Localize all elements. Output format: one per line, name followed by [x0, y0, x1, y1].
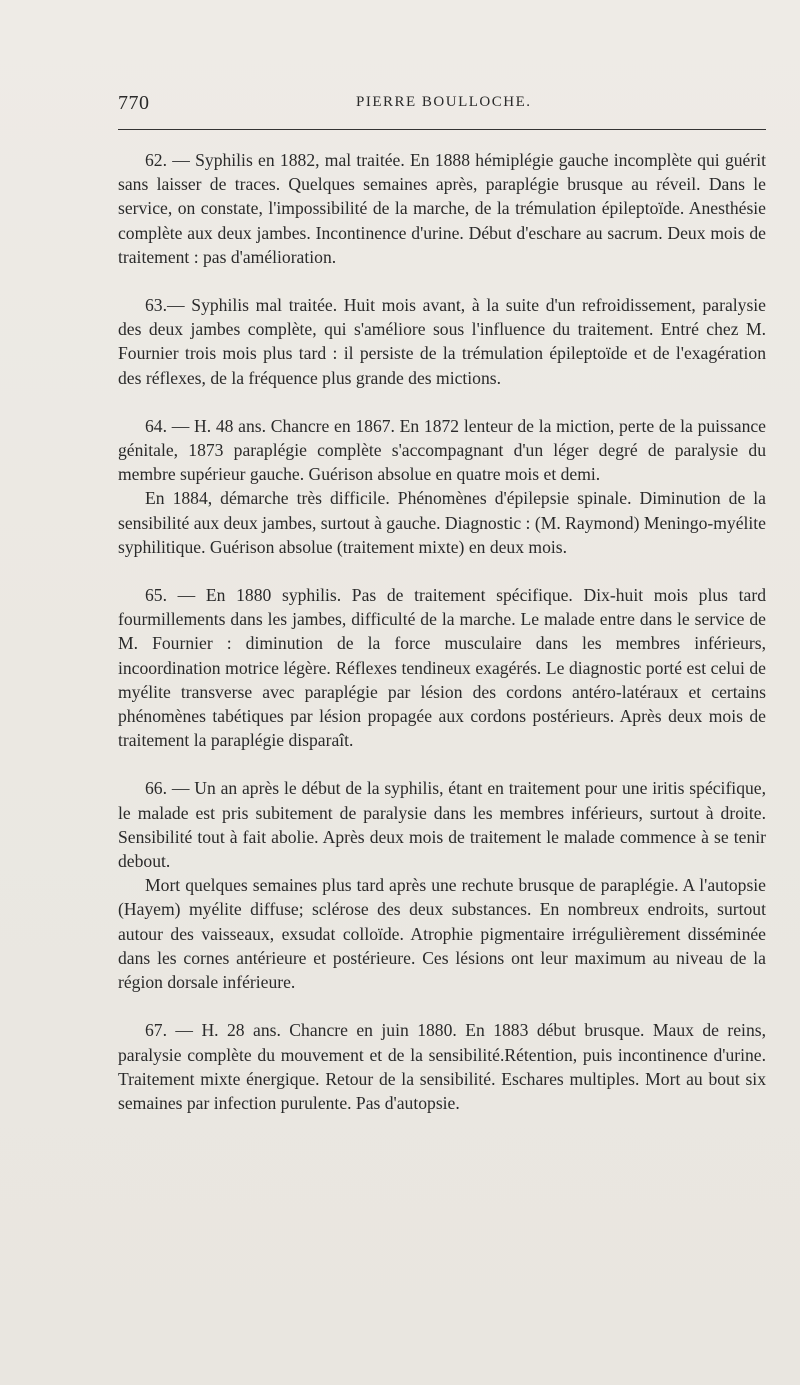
running-head: PIERRE BOULLOCHE.	[356, 94, 532, 110]
case-63-paragraph: 63.— Syphilis mal traitée. Huit mois avant, à la suite d'un refroidissement, paralysie des deux jambes complète, qui s'améliore sous l'influence du traitement. Entré chez M. Fournier trois mois plus tard : il persiste de la trémulation épileptoïde et de l'exagération des réflexes, de la fréquence plus grande des mictions.	[118, 295, 766, 388]
case-66-continuation: Mort quelques semaines plus tard après une rechute brusque de paraplégie. A l'autopsie (Hayem) myélite diffuse; sclérose des deux substances. En nombreux endroits, surtout autour des vaisseaux, exsudat colloïde. Atrophie pigmentaire irrégulièrement disséminée dans les cornes antérieure et postérieure. Ces lésions ont leur maximum au niveau de la région dorsale inférieure.	[118, 875, 766, 993]
case-66-paragraph: 66. — Un an après le début de la syphilis, étant en traitement pour une iritis spécifique, le malade est pris subitement de paralysie dans les membres inférieurs, surtout à droite. Sensibilité tout à fait abolie. Après deux mois de traitement le malade commence à se tenir debout.	[118, 778, 766, 872]
case-62-paragraph: 62. — Syphilis en 1882, mal traitée. En 1888 hémiplégie gauche incomplète qui guérit sans laisser de traces. Quelques semaines après, paraplégie brusque au réveil. Dans le service, on constate, l'impossibilité de la marche, de la trémulation épileptoïde. Anesthésie complète aux deux jambes. Incontinence d'urine. Début d'eschare au sacrum. Deux mois de traitement : pas d'amélioration.	[118, 150, 766, 267]
page-number: 770	[118, 92, 150, 114]
case-67-paragraph: 67. — H. 28 ans. Chancre en juin 1880. En 1883 début brusque. Maux de reins, paralysie complète du mouvement et de la sensibilité.Rétention, puis incontinence d'urine. Traitement mixte énergique. Retour de la sensibilité. Eschares multiples. Mort au bout six semaines par infection purulente. Pas d'autopsie.	[118, 1020, 766, 1113]
page-header	[118, 92, 768, 118]
page-body	[118, 148, 766, 1115]
case-64-paragraph: 64. — H. 48 ans. Chancre en 1867. En 1872 lenteur de la miction, perte de la puissance génitale, 1873 paraplégie complète s'accompagnant d'un léger degré de paralysie du membre supérieur gauche. Guérison absolue en quatre mois et demi.	[118, 415, 766, 485]
header-rule	[118, 129, 766, 130]
case-64-continuation: En 1884, démarche très difficile. Phénomènes d'épilepsie spinale. Diminution de la sensibilité aux deux jambes, surtout à gauche. Diagnostic : (M. Raymond) Meningo-myélite syphilitique. Guérison absolue (traitement mixte) en deux mois.	[118, 488, 766, 557]
case-65-paragraph: 65. — En 1880 syphilis. Pas de traitement spécifique. Dix-huit mois plus tard fourmillements dans les jambes, difficulté de la marche. Le malade entre dans le service de M. Fournier : diminution de la force musculaire dans les membres inférieurs, incoordination motrice légère. Réflexes tendineux exagérés. Le diagnostic porté est celui de myélite transverse avec paraplégie par lésion des cordons antéro-latéraux et certains phénomènes tabétiques par lésion propagée aux cordons postérieurs. Après deux mois de traitement la paraplégie disparaît.	[118, 585, 766, 751]
